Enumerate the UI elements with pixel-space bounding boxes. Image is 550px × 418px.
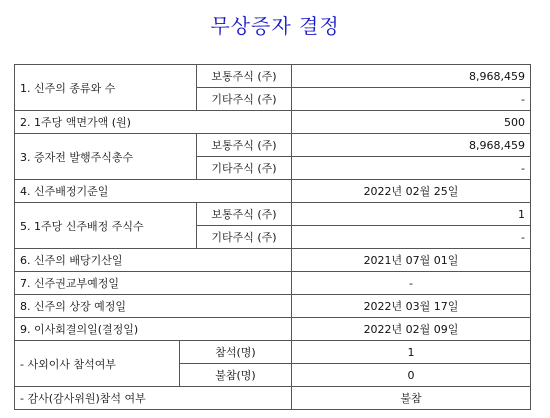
row-label: 4. 신주배정기준일: [15, 180, 292, 203]
common-stock-value: 8,968,459: [292, 65, 531, 88]
table-row: [15, 272, 531, 295]
other-stock-value: -: [292, 226, 531, 249]
row-label: 9. 이사회결의일(결정일): [15, 318, 292, 341]
common-stock-label: 보통주식 (주): [197, 203, 292, 226]
listing-date: 2022년 03월 17일: [292, 295, 531, 318]
table-row: [15, 203, 531, 226]
row-label: 2. 1주당 액면가액 (원): [15, 111, 292, 134]
record-date: 2022년 02월 25일: [292, 180, 531, 203]
table-row: [15, 341, 531, 364]
board-resolution-date: 2022년 02월 09일: [292, 318, 531, 341]
table-row: [15, 134, 531, 157]
present-count: 1: [292, 341, 531, 364]
row-label: - 사외이사 참석여부: [15, 341, 180, 387]
common-stock-label: 보통주식 (주): [197, 65, 292, 88]
page-title: 무상증자 결정: [210, 14, 340, 38]
other-stock-label: 기타주식 (주): [197, 88, 292, 111]
row-label: 6. 신주의 배당기산일: [15, 249, 292, 272]
row-label: 7. 신주권교부예정일: [15, 272, 292, 295]
disclosure-table: [14, 64, 531, 410]
row-label: 3. 증자전 발행주식총수: [15, 134, 197, 180]
table-row: [15, 318, 531, 341]
other-stock-label: 기타주식 (주): [197, 157, 292, 180]
other-stock-value: -: [292, 157, 531, 180]
par-value: 500: [292, 111, 531, 134]
absent-label: 불참(명): [180, 364, 292, 387]
table-row: [15, 387, 531, 410]
row-label: 5. 1주당 신주배정 주식수: [15, 203, 197, 249]
table-row: [15, 295, 531, 318]
dividend-start-date: 2021년 07월 01일: [292, 249, 531, 272]
common-stock-label: 보통주식 (주): [197, 134, 292, 157]
present-label: 참석(명): [180, 341, 292, 364]
auditor-attendance: 불참: [292, 387, 531, 410]
table-row: [15, 65, 531, 88]
other-stock-value: -: [292, 88, 531, 111]
row-label: 1. 신주의 종류와 수: [15, 65, 197, 111]
common-stock-value: 1: [292, 203, 531, 226]
absent-count: 0: [292, 364, 531, 387]
other-stock-label: 기타주식 (주): [197, 226, 292, 249]
table-row: [15, 111, 531, 134]
table-row: [15, 249, 531, 272]
table-row: [15, 180, 531, 203]
common-stock-value: 8,968,459: [292, 134, 531, 157]
row-label: 8. 신주의 상장 예정일: [15, 295, 292, 318]
certificate-delivery-date: -: [292, 272, 531, 295]
row-label: - 감사(감사위원)참석 여부: [15, 387, 292, 410]
